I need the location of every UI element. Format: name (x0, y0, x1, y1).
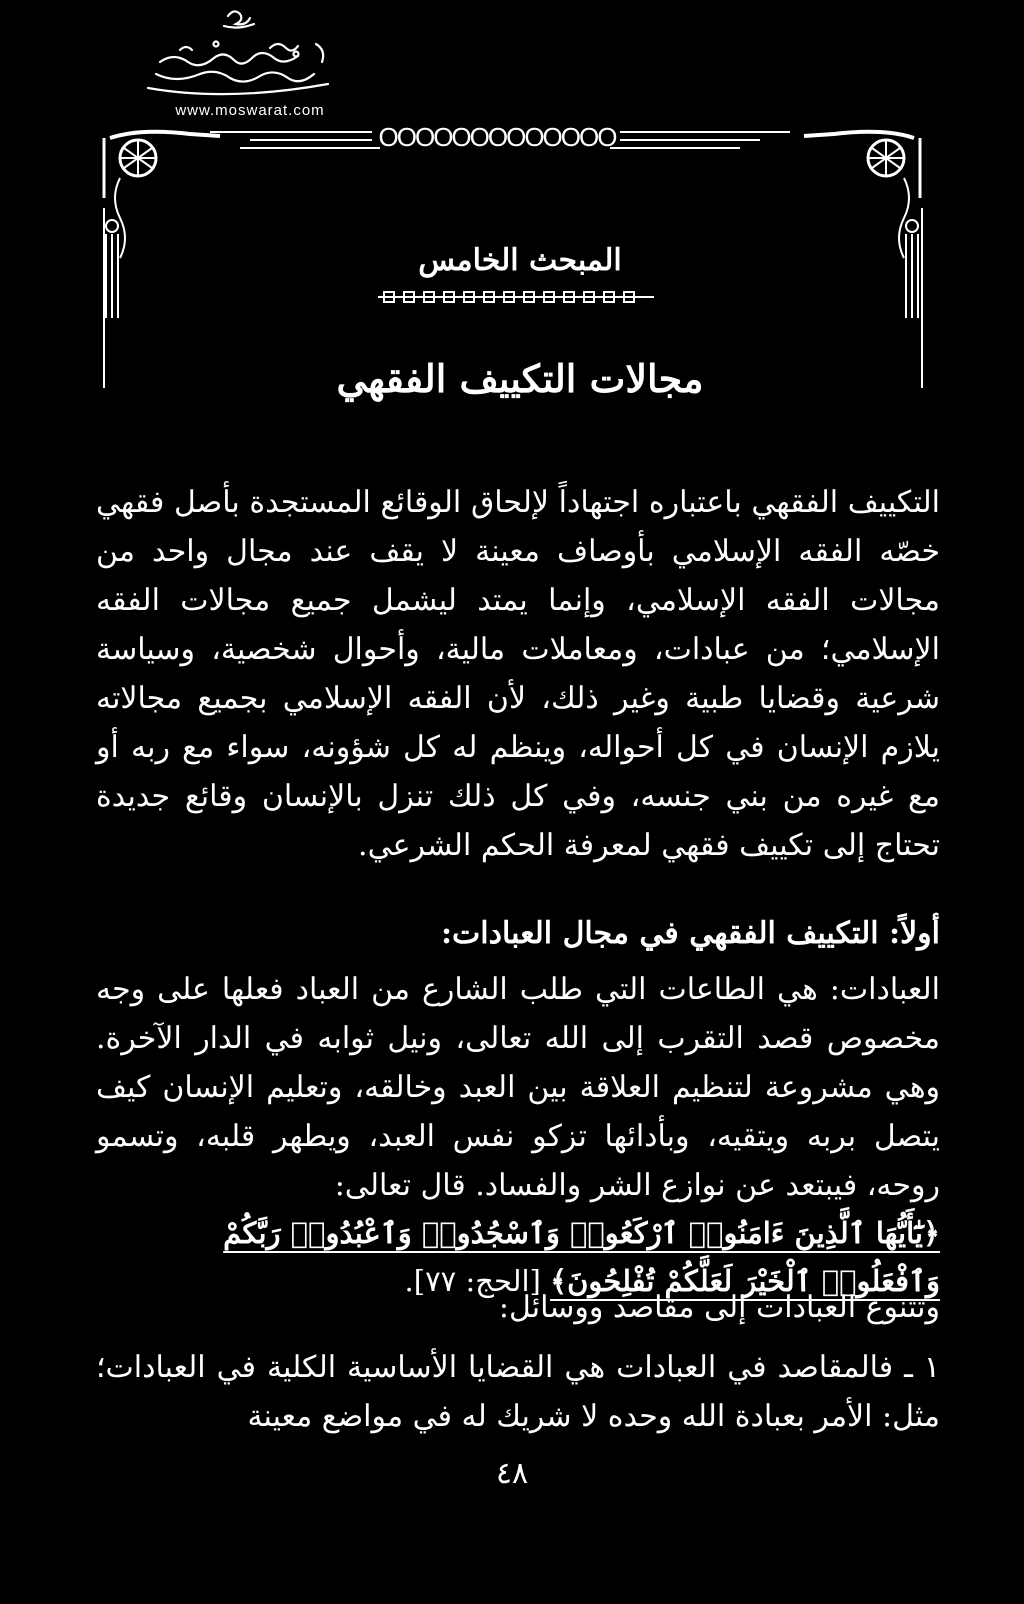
site-url[interactable]: www.moswarat.com (175, 102, 325, 119)
subheading-worship: أولاً: التكييف الفقهي في مجال العبادات: (440, 916, 940, 951)
worship-definition-paragraph: العبادات: هي الطاعات التي طلب الشارع من العباد فعلها على وجه مخصوص قصد التقرب إلى الله تعالى، ونيل ثوابه في الدار الآخرة. وهي مشروعة لتنظيم العلاقة بين العبد وخالقه، وتعليم الإنسان كيف يتصل بربه ويتقيه، وبأدائها تزكو نفس العبد، ويطهر قلبه، وتسمو روحه، فيبتعد عن نوازع الشر والفساد. قال تعالى: (96, 972, 940, 1203)
quran-verse: ﴿يَٰٓأَيُّهَا ٱلَّذِينَ ءَامَنُوا۟ ٱرْكَعُوا۟ وَٱسْجُدُوا۟ وَٱعْبُدُوا۟ رَبَّكُمْ وَٱفْعَلُوا۟ ٱلْخَيْرَ لَعَلَّكُمْ تُفْلِحُونَ﴾ (223, 1216, 940, 1298)
page-number: ٤٨ (495, 1456, 529, 1491)
ornament-ring-row: OOOOOOOOOOOOO (378, 122, 616, 152)
calligraphy-logo-icon (120, 4, 380, 104)
logo-line-1: بد (120, 4, 121, 5)
quran-reference: [الحج: ٧٧]. (404, 1264, 541, 1298)
intro-paragraph: التكييف الفقهي باعتباره اجتهاداً لإلحاق الوقائع المستجدة بأصل فقهي خصّه الفقه الإسلامي بأوصاف معينة لا يقف عند مجال واحد من مجالات الفقه الإسلامي، وإنما يمتد ليشمل جميع مجالات الفقه الإسلامي؛ من عبادات، ومعاملات مالية، وأحوال شخصية، وسياسة شرعية وقضايا طبية وغير ذلك، لأن الفقه الإسلامي بجميع مجالاته يلازم الإنسان في كل أحواله، وينظم له كل شؤونه، سواء مع ربه أو مع غيره من بني جنسه، وفي كل ذلك تنزل بالإنسان وقائع جديدة تحتاج إلى تكييف فقهي لمعرفة الحكم الشرعي. (96, 485, 940, 863)
chapter-title: المبحث الخامس (418, 243, 622, 278)
section-title: مجالات التكييف الفقهي (336, 356, 704, 401)
site-logo[interactable] (120, 4, 380, 122)
types-intro-paragraph: وتتنوع العبادات إلى مقاصد ووسائل: (498, 1290, 940, 1325)
chapter-divider (378, 290, 654, 304)
point-one-paragraph: ١ ـ فالمقاصد في العبادات هي القضايا الأساسية الكلية في العبادات؛ مثل: الأمر بعبادة الله وحده لا شريك له في مواضع معينة (96, 1350, 940, 1434)
